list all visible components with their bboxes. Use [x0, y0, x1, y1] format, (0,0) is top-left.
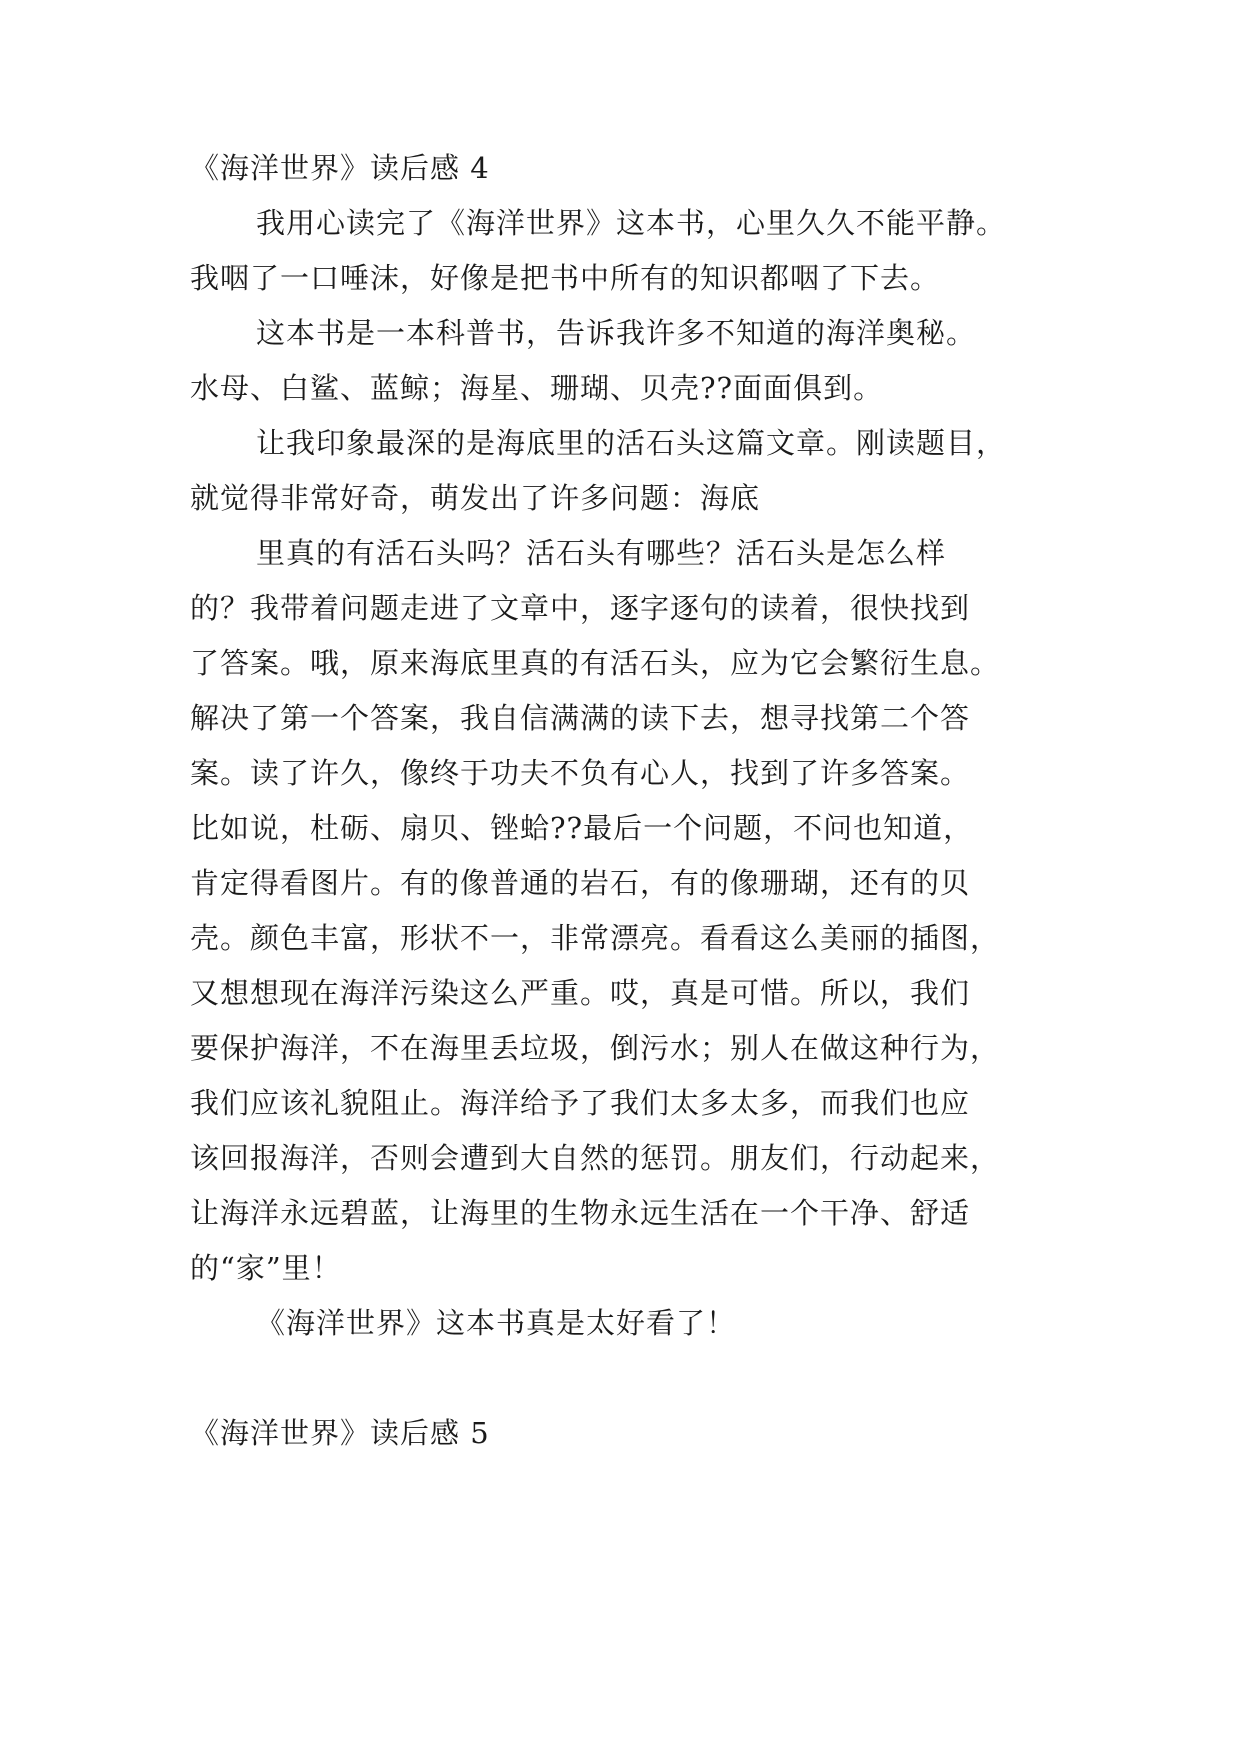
paragraph-line: 水母、白鲨、蓝鲸；海星、珊瑚、贝壳??面面俱到。 [190, 371, 884, 405]
paragraph-line: 我用心读完了《海洋世界》这本书，心里久久不能平静。 [256, 206, 1007, 240]
paragraph-line: 我咽了一口唾沫，好像是把书中所有的知识都咽了下去。 [190, 261, 941, 295]
paragraph-line: 壳。颜色丰富，形状不一，非常漂亮。看看这么美丽的插图， [190, 921, 1001, 955]
paragraph-line: 该回报海洋，否则会遭到大自然的惩罚。朋友们，行动起来， [190, 1141, 1001, 1175]
paragraph-line: 的“家”里！ [190, 1251, 342, 1285]
paragraph-line: 案。读了许久，像终于功夫不负有心人，找到了许多答案。 [190, 756, 971, 790]
paragraph-line: 比如说，杜砺、扇贝、锉蛤??最后一个问题，不问也知道， [190, 811, 974, 845]
paragraph-line: 肯定得看图片。有的像普通的岩石，有的像珊瑚，还有的贝 [190, 866, 971, 900]
section-5-title: 《海洋世界》读后感 5 [190, 1416, 490, 1450]
paragraph-line: 让我印象最深的是海底里的活石头这篇文章。刚读题目， [256, 426, 1007, 460]
paragraph-line: 让海洋永远碧蓝，让海里的生物永远生活在一个干净、舒适 [190, 1196, 971, 1230]
paragraph-line: 了答案。哦，原来海底里真的有活石头，应为它会繁衍生息。 [190, 646, 1001, 680]
paragraph-line: 里真的有活石头吗？活石头有哪些？活石头是怎么样 [256, 536, 947, 570]
paragraph-line: 解决了第一个答案，我自信满满的读下去，想寻找第二个答 [190, 701, 971, 735]
paragraph-line: 这本书是一本科普书，告诉我许多不知道的海洋奥秘。 [256, 316, 977, 350]
paragraph-line: 的？我带着问题走进了文章中，逐字逐句的读着，很快找到 [190, 591, 971, 625]
paragraph-line: 《海洋世界》这本书真是太好看了！ [256, 1306, 737, 1340]
paragraph-line: 又想想现在海洋污染这么严重。哎，真是可惜。所以，我们 [190, 976, 971, 1010]
paragraph-line: 就觉得非常好奇，萌发出了许多问题：海底 [190, 481, 761, 515]
paragraph-line: 要保护海洋，不在海里丢垃圾，倒污水；别人在做这种行为， [190, 1031, 1001, 1065]
section-4-title: 《海洋世界》读后感 4 [190, 151, 490, 185]
paragraph-line: 我们应该礼貌阻止。海洋给予了我们太多太多，而我们也应 [190, 1086, 971, 1120]
